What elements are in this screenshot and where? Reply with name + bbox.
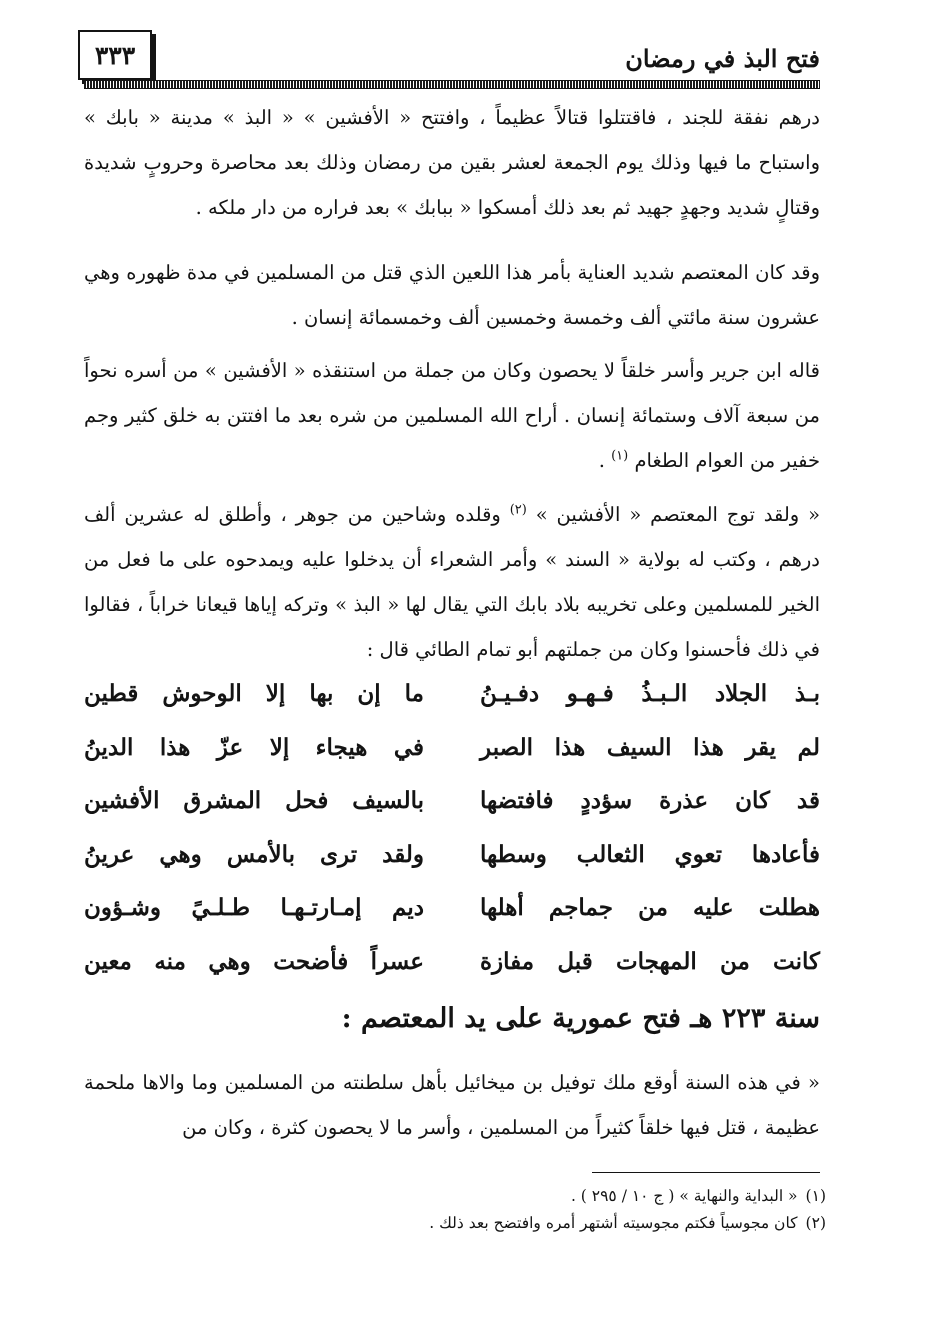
paragraph-2 <box>84 250 820 340</box>
paragraph-5-text: « في هذه السنة أوقع ملك توفيل بن ميخائيل بأهل سلطنته من المسلمين وما والاها ملحمة عظيمة ، قتل فيها خلقاً كثيراً من المسلمين ، وأسر ما لا يحصون كثرة ، وكان من <box>84 1071 820 1139</box>
verse-second-hemistich: بالسيف فحل المشرق الأفشين <box>84 787 424 815</box>
verse-first-hemistich: لم يقر هذا السيف هذا الصبر <box>480 733 820 761</box>
header-divider <box>84 80 820 89</box>
verse-second-hemistich: عسراً فأضحت وهي منه معين <box>84 947 424 975</box>
page-number: ٣٣٣ <box>78 30 152 80</box>
footnote-mark: (٢) <box>805 1214 826 1232</box>
verse-first-hemistich: قد كان عذرة سؤددٍ فافتضها <box>480 787 820 815</box>
paragraph-3-end: . <box>598 449 612 472</box>
verse-first-hemistich: فأعادها تعوي الثعالب وسطها <box>480 840 820 868</box>
paragraph-3-text: قاله ابن جرير وأسر خلقاً لا يحصون وكان من جملة من استنقذه « الأفشين » من أسره نحواً من سبعة آلاف وستمائة إنسان . أراح الله المسلمين من شره بعد ما افتتن به خلق كثير وجم خفير من العوام الطغام <box>84 359 820 472</box>
poem-verse <box>84 935 820 989</box>
verse-second-hemistich: في هيجاء إلا عزّ هذا الدينُ <box>84 733 424 761</box>
verse-second-hemistich: ديم إمـارتـهـا طـلـيً وشـؤون <box>84 894 424 922</box>
poem <box>84 667 820 988</box>
verse-first-hemistich: بـذ الجلاد الـبـذُ فـهـو دفـيـنُ <box>480 680 820 708</box>
paragraph-4-rest: وقلده وشاحين من جوهر ، وأطلق له عشرين ألف درهم ، وكتب له بولاية « السند » وأمر الشعراء أن يدخلوا عليه ويمدحوه على ما فعل من الخير للمسلمين وعلى تخريبه بلاد بابك التي يقال لها « البذ » وتركه إياها قيعانا خراباً ، فقالوا في ذلك فأحسنوا وكان من جملتهم أبو تمام الطائي قال : <box>84 503 820 661</box>
verse-second-hemistich: ما إن بها إلا الوحوش قطين <box>84 680 424 708</box>
verse-second-hemistich: ولقد ترى بالأمس وهي عرينُ <box>84 840 424 868</box>
poem-verse <box>84 881 820 935</box>
footnote-ref-1: (١) <box>611 448 629 464</box>
running-header-title: فتح البذ في رمضان <box>625 44 820 73</box>
paragraph-4 <box>84 492 820 672</box>
footnote-ref-2: (٢) <box>509 502 527 518</box>
footnotes <box>84 1183 826 1237</box>
footnote <box>84 1183 826 1210</box>
paragraph-4-start: « ولقد توج المعتصم « الأفشين » <box>526 503 820 526</box>
footnote-text: كان مجوسياً فكتم مجوسيته أشتهر أمره وافتضح بعد ذلك . <box>429 1214 798 1232</box>
paragraph-1-text: درهم نفقة للجند ، فاقتتلوا قتالاً عظيماً ، وافتتح « الأفشين » « البذ » مدينة « بابك » واستباح ما فيها وذلك يوم الجمعة لعشر بقين من رمضان وذلك بعد محاصرة وحروبٍ شديدة وقتالٍ شديد وجهدٍ جهيد ثم بعد ذلك أمسكوا « ببابك » بعد فراره من دار ملكه . <box>84 106 820 219</box>
section-heading: سنة ٢٢٣ هـ فتح عمورية على يد المعتصم : <box>341 1003 820 1034</box>
footnote-mark: (١) <box>805 1187 826 1205</box>
footnote-text: « البداية والنهاية » ( ج ١٠ / ٢٩٥ ) . <box>570 1187 798 1205</box>
verse-first-hemistich: كانت من المهجات قبل مفازة <box>480 947 820 975</box>
footnote-divider <box>592 1172 820 1173</box>
paragraph-2-text: وقد كان المعتصم شديد العناية بأمر هذا اللعين الذي قتل من المسلمين في مدة ظهوره وهي عشرون سنة مائتي ألف وخمسة وخمسين ألف وخمسمائة إنسان . <box>84 261 820 329</box>
poem-verse <box>84 828 820 882</box>
poem-verse <box>84 774 820 828</box>
paragraph-1 <box>84 95 820 230</box>
paragraph-3 <box>84 348 820 483</box>
poem-verse <box>84 667 820 721</box>
paragraph-5 <box>84 1060 820 1150</box>
poem-verse <box>84 721 820 775</box>
verse-first-hemistich: هطلت عليه من جماجم أهلها <box>480 894 820 922</box>
footnote <box>84 1210 826 1237</box>
